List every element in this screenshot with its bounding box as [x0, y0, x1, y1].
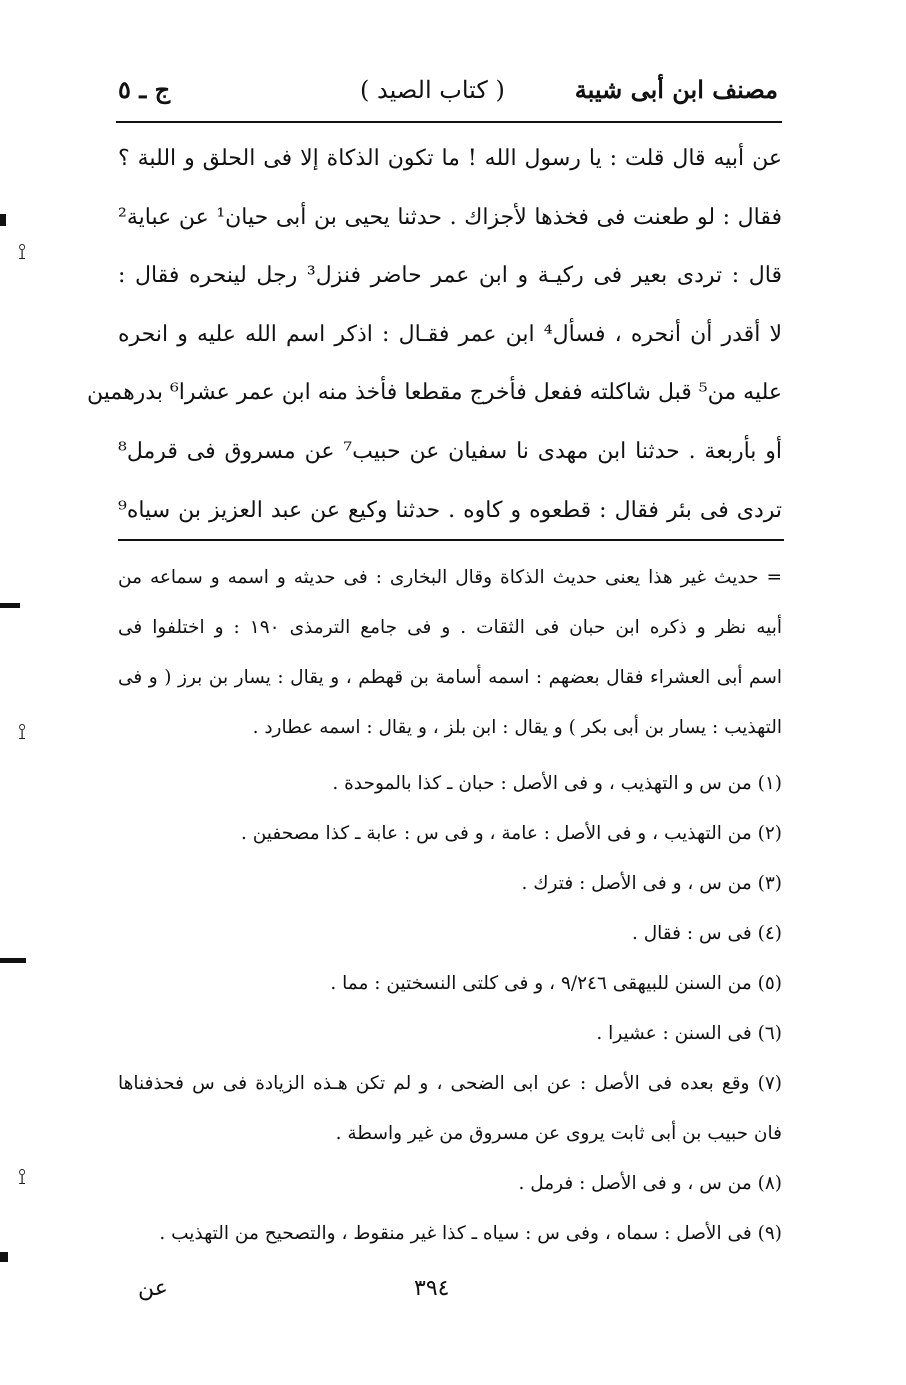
- main-line: عليه من⁵ قبل شاكلته ففعل فأخرج مقطعا فأخذ منه ابن عمر عشرا⁶ بدرهمين: [86, 380, 782, 406]
- page-number: ٣٩٤: [414, 1276, 450, 1301]
- footnote-7-continued: فان حبيب بن أبى ثابت يروى عن مسروق من غير واسطة .: [335, 1123, 782, 1144]
- footnote-intro-line: التهذيب : يسار بن أبى بكر ) و يقال : ابن بلز ، و يقال : اسمه عطارد .: [252, 717, 782, 738]
- header-book-title: مصنف ابن أبى شيبة: [574, 75, 778, 104]
- margin-mark: [0, 958, 26, 963]
- footnote-6: (٦) فى السنن : عشيرا .: [596, 1023, 782, 1044]
- header-chapter-title: ( كتاب الصيد ): [360, 76, 505, 104]
- main-line: فقال : لو طعنت فى فخذها لأجزاك . حدثنا يحيى بن أبى حيان¹ عن عباية²: [118, 204, 783, 230]
- footnote-4: (٤) فى س : فقال .: [631, 923, 782, 944]
- footnote-2: (٢) من التهذيب ، و فى الأصل : عامة ، و فى س : عابة ـ كذا مصحفين .: [240, 823, 782, 844]
- footnote-5: (٥) من السنن للبيهقى ٩/٢٤٦ ، و فى كلتى النسختين : مما .: [330, 973, 782, 994]
- footnote-1: (١) من س و التهذيب ، و فى الأصل : حبان ـ كذا بالموحدة .: [332, 773, 782, 794]
- main-line: تردى فى بئر فقال : قطعوه و كاوه . حدثنا وكيع عن عبد العزيز بن سياه⁹: [118, 497, 782, 523]
- footnote-7: (٧) وقع بعده فى الأصل : عن ابى الضحى ، و لم تكن هـذه الزيادة فى س فحذفناها: [118, 1073, 782, 1094]
- footnote-9: (٩) فى الأصل : سماه ، وفى س : سياه ـ كذا غير منقوط ، والتصحيح من التهذيب .: [159, 1223, 782, 1244]
- main-line: عن أبيه قال قلت : يا رسول الله ! ما تكون الذكاة إلا فى الحلق و اللبة ؟: [118, 146, 782, 171]
- margin-mark: [0, 214, 6, 226]
- main-line: لا أقدر أن أنحره ، فسأل⁴ ابن عمر فقـال : اذكر اسم الله عليه و انحره: [118, 321, 782, 347]
- footnote-8: (٨) من س ، و فى الأصل : فرمل .: [518, 1173, 782, 1194]
- margin-glyph: ⟟: [18, 1165, 27, 1190]
- footnote-intro-line: اسم أبى العشراء فقال بعضهم : اسمه أسامة بن قهطم ، و يقال : يسار بن برز ( و فى: [118, 667, 782, 688]
- main-text: [86, 130, 783, 540]
- margin-mark: [0, 603, 20, 608]
- margin-glyph: ⟟: [18, 240, 27, 265]
- main-line: أو بأربعة . حدثنا ابن مهدى نا سفيان عن حبيب⁷ عن مسروق فى قرمل⁸: [118, 438, 782, 464]
- footnote-intro-line: = حديث غير هذا يعنى حديث الذكاة وقال البخارى : فى حديثه و اسمه و سماعه من: [118, 567, 782, 588]
- catchword: عن: [138, 1276, 168, 1301]
- footnote-3: (٣) من س ، و فى الأصل : فترك .: [521, 873, 782, 894]
- footnotes-block: [118, 553, 782, 1259]
- footnote-separator: [118, 539, 784, 541]
- footnote-intro-line: أبيه نظر و ذكره ابن حبان فى الثقات . و فى جامع الترمذى ١٩٠ : و اختلفوا فى: [118, 617, 782, 638]
- main-line: قال : تردى بعير فى ركيـة و ابن عمر حاضر فنزل³ رجل لينحره فقال :: [118, 263, 783, 289]
- header-rule: [116, 121, 782, 123]
- margin-mark: [0, 1252, 8, 1262]
- margin-glyph: ⟟: [18, 720, 27, 745]
- header-volume: ج ـ ٥: [118, 75, 171, 104]
